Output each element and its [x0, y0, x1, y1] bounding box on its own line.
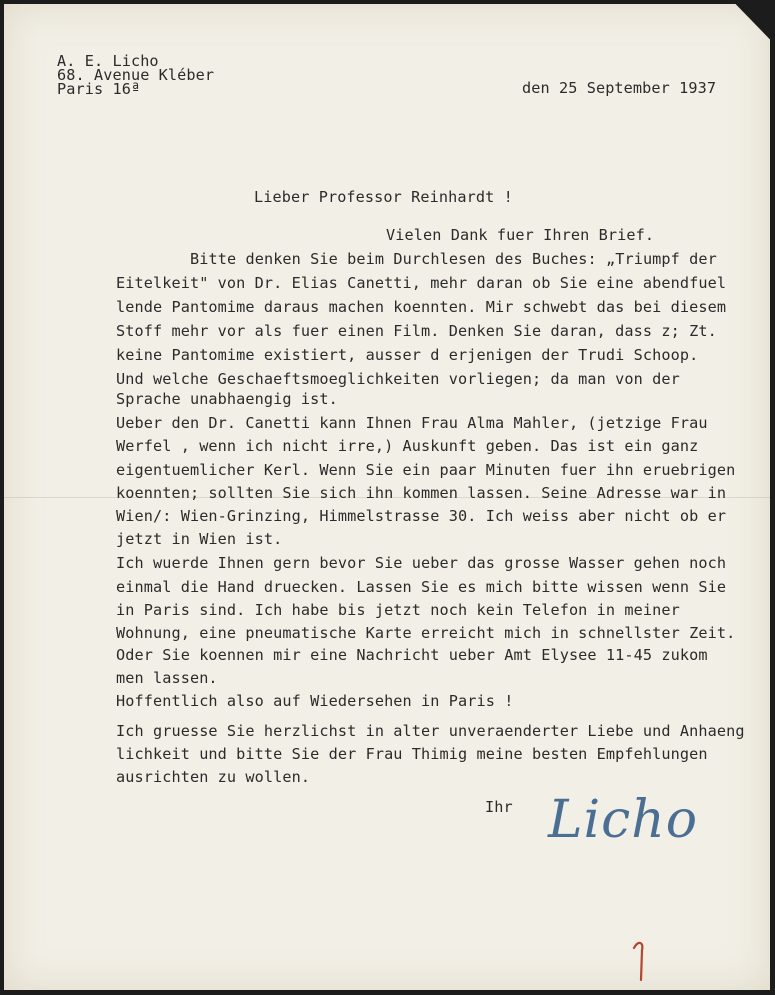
sender-name: A. E. Licho — [57, 52, 159, 70]
sender-city: Paris 16ª — [57, 80, 141, 98]
body-line: in Paris sind. Ich habe bis jetzt noch kein Telefon in meiner — [116, 601, 680, 619]
sender-street: 68. Avenue Kléber — [57, 66, 215, 84]
body-line: Ich gruesse Sie herzlichst in alter unveraenderter Liebe und Anhaeng — [116, 722, 745, 740]
body-line: Und welche Geschaeftsmoeglichkeiten vorliegen; da man von der — [116, 370, 680, 388]
body-line: Hoffentlich also auf Wiedersehen in Paris ! — [116, 692, 514, 710]
body-line: jetzt in Wien ist. — [116, 530, 283, 548]
salutation: Lieber Professor Reinhardt ! — [254, 188, 513, 206]
closing: Ihr — [485, 798, 513, 816]
letter-date: den 25 September 1937 — [522, 79, 717, 97]
body-line: koennten; sollten Sie sich ihn kommen lassen. Seine Adresse war in — [116, 484, 727, 502]
body-line: ausrichten zu wollen. — [116, 768, 311, 786]
handwritten-signature: Licho — [548, 790, 699, 850]
body-line: Oder Sie koennen mir eine Nachricht ueber Amt Elysee 11-45 zukom — [116, 646, 708, 664]
body-line: Ueber den Dr. Canetti kann Ihnen Frau Alma Mahler, (jetzige Frau — [116, 414, 708, 432]
body-line: Werfel , wenn ich nicht irre,) Auskunft geben. Das ist ein ganz — [116, 437, 699, 455]
body-line: lende Pantomime daraus machen koennten. Mir schwebt das bei diesem — [116, 298, 727, 316]
body-line: Bitte denken Sie beim Durchlesen des Buches: „Triumpf der — [190, 250, 717, 268]
body-line: eigentuemlicher Kerl. Wenn Sie ein paar Minuten fuer ihn eruebrigen — [116, 461, 736, 479]
body-line: lichkeit und bitte Sie der Frau Thimig meine besten Empfehlungen — [116, 745, 708, 763]
body-line: Eitelkeit" von Dr. Elias Canetti, mehr daran ob Sie eine abendfuel — [116, 274, 727, 292]
body-line: Vielen Dank fuer Ihren Brief. — [386, 226, 655, 244]
pencil-mark-icon — [628, 936, 658, 986]
body-line: keine Pantomime existiert, ausser d erjenigen der Trudi Schoop. — [116, 346, 699, 364]
body-line: Wohnung, eine pneumatische Karte erreicht mich in schnellster Zeit. — [116, 624, 736, 642]
body-line: einmal die Hand druecken. Lassen Sie es mich bitte wissen wenn Sie — [116, 578, 727, 596]
body-line: Wien/: Wien-Grinzing, Himmelstrasse 30. Ich weiss aber nicht ob er — [116, 507, 727, 525]
body-line: Sprache unabhaengig ist. — [116, 390, 338, 408]
body-line: men lassen. — [116, 669, 218, 687]
body-line: Stoff mehr vor als fuer einen Film. Denken Sie daran, dass z; Zt. — [116, 322, 717, 340]
body-line: Ich wuerde Ihnen gern bevor Sie ueber das grosse Wasser gehen noch — [116, 554, 727, 572]
